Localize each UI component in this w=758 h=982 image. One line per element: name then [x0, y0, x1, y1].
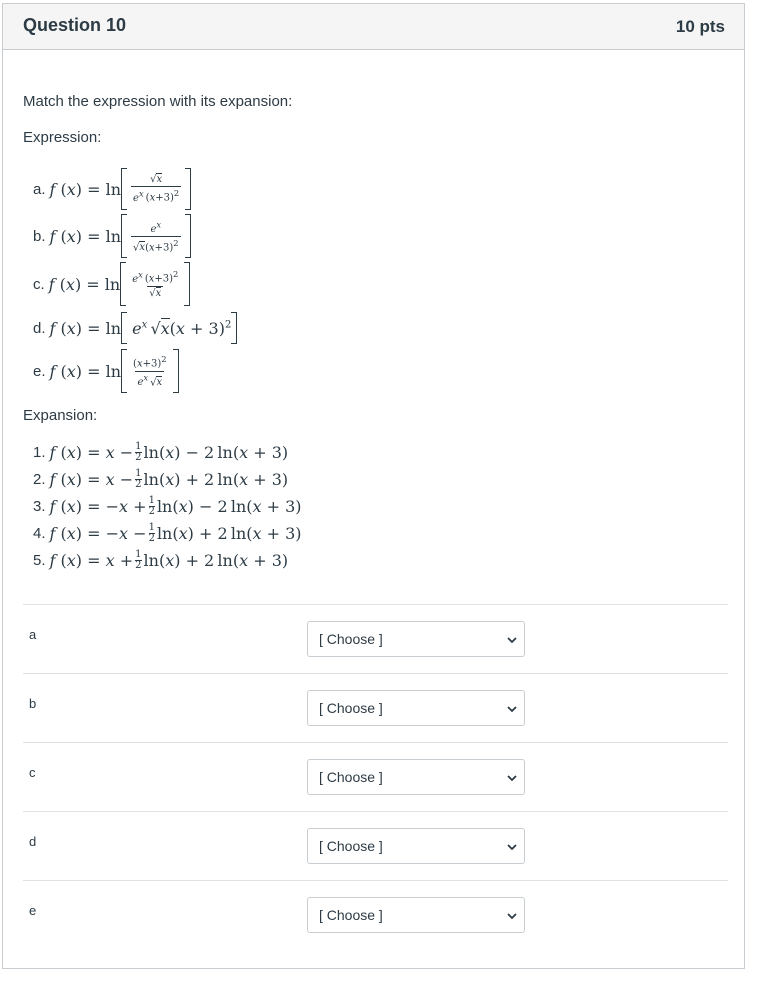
expression-e: e. f (x) = ln $\frac{(x+3)^2}{e^x √x}$ [33, 349, 179, 393]
match-select-d[interactable] [307, 828, 525, 864]
match-label: e [29, 903, 37, 918]
expansion-number: 2. [33, 471, 46, 488]
match-select-a[interactable] [307, 621, 525, 657]
match-row-a [23, 604, 728, 674]
question-card [2, 3, 745, 969]
question-title: Question 10 [23, 15, 127, 35]
expression-letter: e. [33, 362, 46, 380]
expression-b: b. f (x) = ln $\frac{e^x}{√x(x+3)^2}$ [33, 214, 191, 258]
select-value: [ Choose ] [319, 907, 383, 923]
expansion-2: 2. f (x) = x − $\frac{1}{2}$ ln(x) + 2 ln(x + 3) [33, 468, 289, 490]
expansion-4: 4. f (x) = −x − $\frac{1}{2}$ ln(x) + 2 ln(x + 3) [33, 522, 302, 544]
question-header [3, 4, 744, 50]
select-value: [ Choose ] [319, 631, 383, 647]
expansion-number: 3. [33, 498, 46, 515]
expression-letter: d. [33, 319, 46, 337]
expression-letter: a. [33, 180, 46, 198]
chevron-down-icon [506, 634, 518, 646]
match-row-b [23, 673, 728, 743]
expression-c: c. f (x) = ln $\frac{e^x (x+3)^2}{√x}$ [33, 262, 190, 306]
expansion-number: 5. [33, 552, 46, 569]
select-value: [ Choose ] [319, 700, 383, 716]
match-select-c[interactable] [307, 759, 525, 795]
chevron-down-icon [506, 841, 518, 853]
match-label: b [29, 696, 37, 711]
expansion-5: 5. f (x) = x + $\frac{1}{2}$ ln(x) + 2 ln(x + 3) [33, 549, 289, 571]
expansion-1: 1. f (x) = x − $\frac{1}{2}$ ln(x) − 2 ln(x + 3) [33, 441, 289, 463]
expression-letter: b. [33, 227, 46, 245]
match-select-e[interactable] [307, 897, 525, 933]
expression-letter: c. [33, 275, 45, 293]
expansion-number: 1. [33, 444, 46, 461]
match-row-c [23, 742, 728, 812]
match-row-d [23, 811, 728, 881]
match-label: d [29, 834, 37, 849]
match-label: a [29, 627, 37, 642]
chevron-down-icon [506, 910, 518, 922]
match-select-b[interactable] [307, 690, 525, 726]
select-value: [ Choose ] [319, 838, 383, 854]
match-label: c [29, 765, 36, 780]
chevron-down-icon [506, 703, 518, 715]
chevron-down-icon [506, 772, 518, 784]
match-row-e [23, 880, 728, 950]
expansion-3: 3. f (x) = −x + $\frac{1}{2}$ ln(x) − 2 ln(x + 3) [33, 495, 302, 517]
select-value: [ Choose ] [319, 769, 383, 785]
expression-d: d. f (x) = ln $e^x$ $√x(x + 3)^2$ [33, 312, 237, 344]
expression-a: a. f (x) = ln $\frac{√x}{e^x (x+3)^2}$ [33, 168, 191, 210]
question-prompt: Match the expression with its expansion: [23, 93, 293, 110]
expansion-number: 4. [33, 525, 46, 542]
expansion-label: Expansion: [23, 407, 98, 424]
expression-label: Expression: [23, 129, 102, 146]
question-points: 10 pts [675, 17, 725, 36]
